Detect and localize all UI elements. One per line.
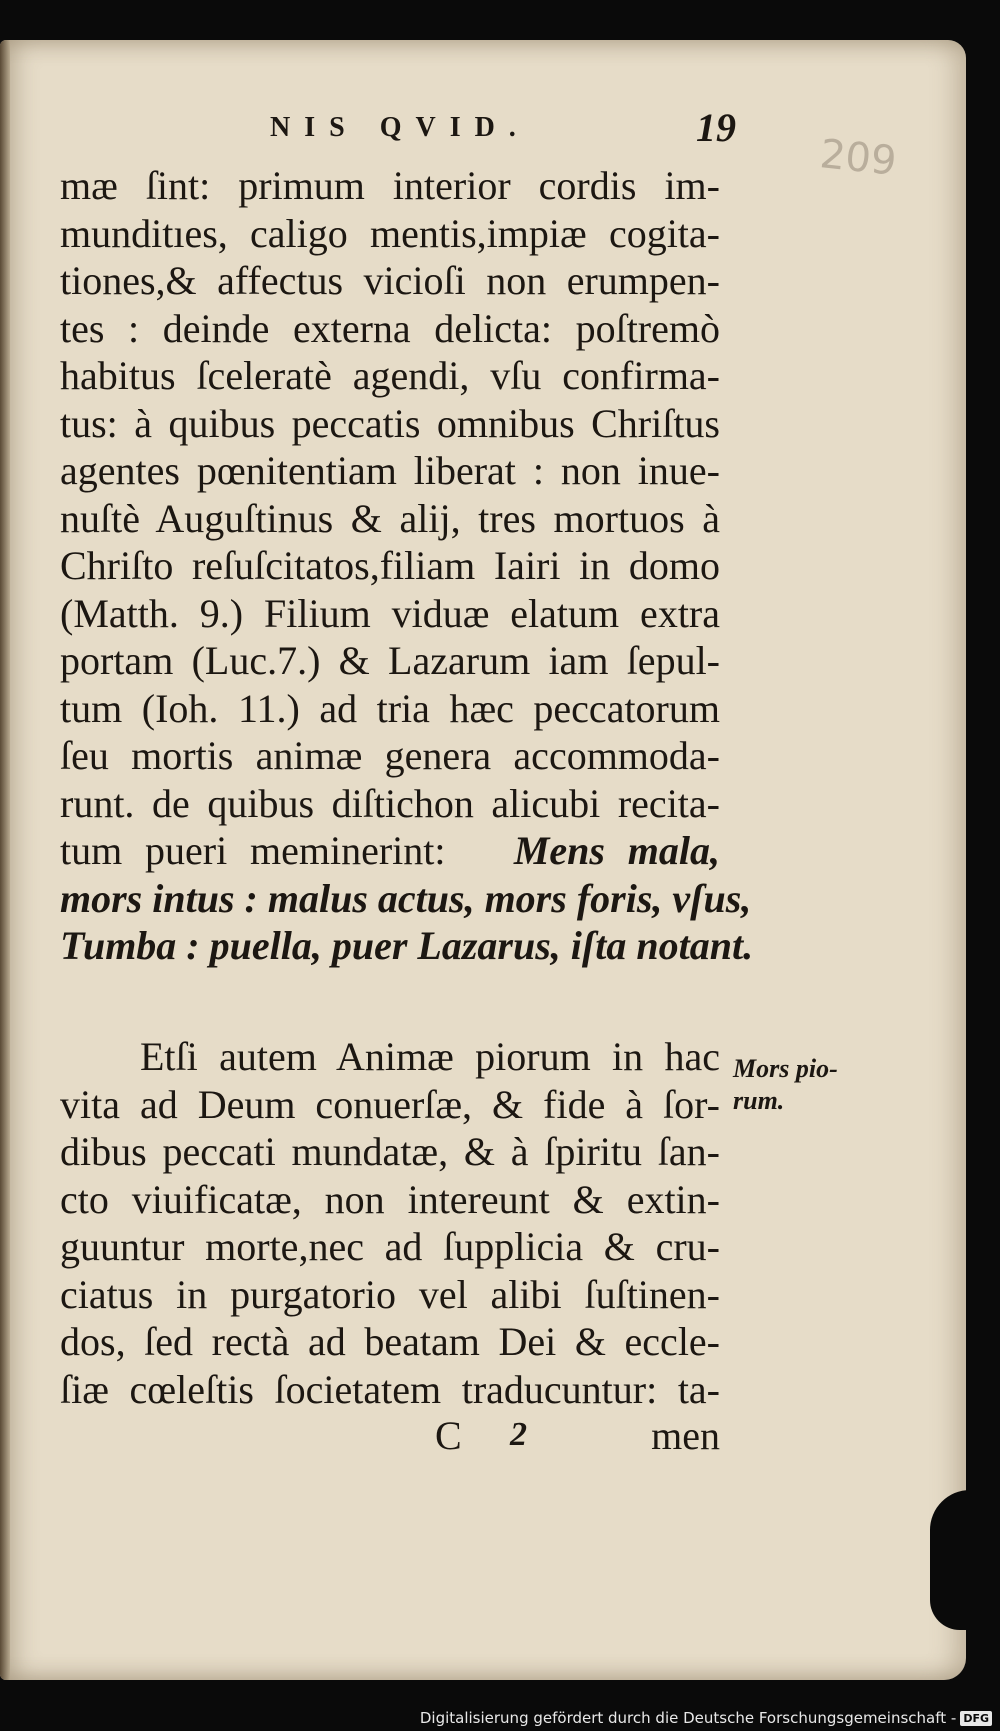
verse-line: mors intus : malus actus, mors foris, vſus, [60,875,752,921]
damaged-corner [930,1490,980,1630]
page-number: 19 [696,105,736,150]
text-line: portam (Luc.7.) & Lazarum iam ſepul- [60,638,720,683]
text-line: dibus peccati mundatæ, & à ſpiritu ſan- [60,1129,720,1174]
text-line: ſiæ cœleſtis ſocietatem traducuntur: ta- [60,1366,720,1412]
text-line: nuſtè Auguſtinus & alij, tres mortuos à [60,495,720,541]
text-line: runt. de quibus diſtichon alicubi recita- [60,780,720,826]
running-head: NIS QVID. [270,112,530,143]
text-line: agentes pœnitentiam liberat : non inue- [60,448,720,493]
text-line: tus: à quibus peccatis omnibus Chriſtus [60,400,720,446]
paragraph-1 [60,162,754,970]
text-line: ſeu mortis animæ genera accommoda- [60,733,720,778]
paragraph-2 [60,1033,720,1413]
margin-note-line: Mors pio- [733,1054,838,1083]
dfg-logo-icon: DFG [960,1711,992,1726]
margin-note-line: rum. [733,1086,785,1115]
verse-line: Tumba : puella, puer Lazarus, iſta notant. [60,923,754,968]
signature-letter: C [435,1413,462,1458]
text-line: Etſi autem Animæ piorum in hac [140,1034,720,1079]
text-line-mixed [60,827,720,875]
page-footer [60,1412,720,1462]
text-line: (Matth. 9.) Filium viduæ elatum extra [60,590,720,636]
text-line: mæ ſint: primum interior cordis im- [60,163,720,208]
margin-note [733,1053,838,1117]
text-line: cto viuificatæ, non intereunt & extin- [60,1176,720,1222]
text-line: tes : deinde externa delicta: poſtremò [60,305,720,351]
text-line: ciatus in purgatorio vel alibi ſuſtinen- [60,1271,720,1317]
verse-start: Mens mala, [513,828,721,873]
text-line: tiones,& affectus vicioſi non erumpen- [60,258,720,303]
text-line: vita ad Deum conuerſæ, & fide à ſor- [60,1081,720,1127]
credit-text: Digitalisierung gefördert durch die Deutsche Forschungsgemeinschaft - [419,1709,957,1727]
text-line: dos, ſed rectà ad beatam Dei & eccle- [60,1319,720,1364]
pencil-annotation: 209 [817,131,899,185]
text-line: Chriſto reſuſcitatos,filiam Iairi in domo [60,543,720,588]
digitization-credit [420,1709,992,1727]
catchword: men [651,1413,720,1458]
text-line: tum (Ioh. 11.) ad tria hæc peccatorum [60,685,720,731]
text-line: habitus ſceleratè agendi, vſu confirma- [60,353,720,398]
text-roman: tum pueri meminerint: [60,828,446,873]
text-line: guuntur morte,nec ad ſupplicia & cru- [60,1224,720,1269]
signature-number: 2 [510,1416,527,1453]
text-line: munditıes, caligo mentis,impiæ cogita- [60,210,720,256]
